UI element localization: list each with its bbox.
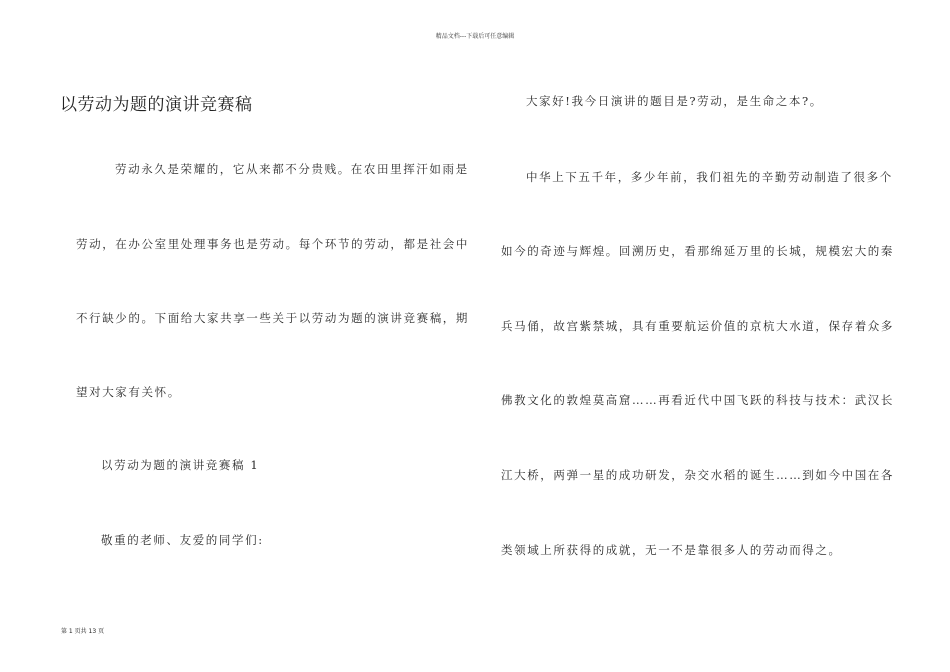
paragraph-line: 不行缺少的。下面给大家共享一些关于以劳动为题的演讲竞赛稿，期: [76, 311, 469, 325]
page-number: 第 1 页共 13 页: [61, 628, 105, 635]
paragraph-line: 劳动，在办公室里处理事务也是劳动。每个环节的劳动，都是社会中: [76, 237, 469, 251]
paragraph-line: 类领域上所获得的成就，无一不是靠很多人的劳动而得之。: [501, 543, 842, 557]
page-header: 精品文档---下载后可任意编辑: [435, 33, 515, 40]
paragraph-line: 望对大家有关怀。: [76, 385, 181, 399]
paragraph-line: 兵马俑，故宫紫禁城，具有重要航运价值的京杭大水道，保存着众多: [501, 319, 894, 333]
document-title: 以劳动为题的演讲竞赛稿: [60, 95, 253, 115]
salutation: 敬重的老师、友爱的同学们:: [101, 533, 264, 547]
paragraph-line: 中华上下五千年，多少年前，我们祖先的辛勤劳动制造了很多个: [526, 170, 893, 184]
paragraph-line: 江大桥，两弹一星的成功研发，杂交水稻的诞生……到如今中国在各: [501, 468, 894, 482]
paragraph-line: 如今的奇迹与辉煌。回溯历史，看那绵延万里的长城，规模宏大的秦: [501, 244, 894, 258]
paragraph-line: 佛教文化的敦煌莫高窟……再看近代中国飞跃的科技与技术：武汉长: [501, 393, 894, 407]
section-heading: 以劳动为题的演讲竞赛稿 1: [101, 458, 260, 472]
paragraph-line: 劳动永久是荣耀的，它从来都不分贵贱。在农田里挥汗如雨是: [115, 162, 469, 176]
paragraph-line: 大家好!我今日演讲的题目是?劳动，是生命之本?。: [526, 94, 823, 108]
